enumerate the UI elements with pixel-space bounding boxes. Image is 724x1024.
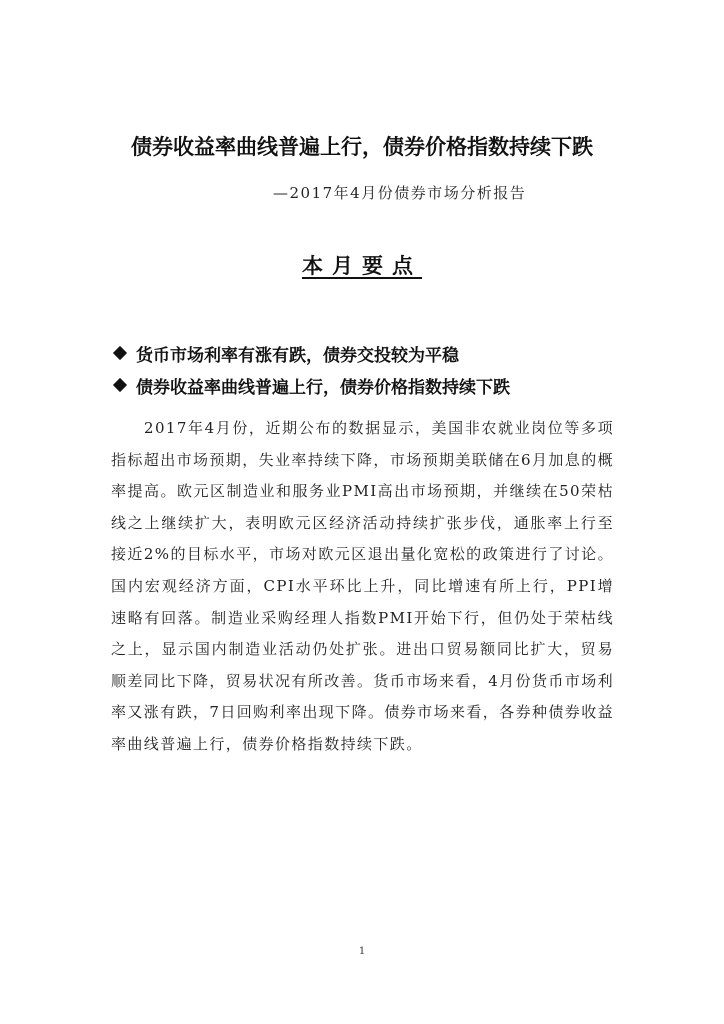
key-point-text: 货币市场利率有涨有跌，债券交投较为平稳 [136,345,459,366]
key-point-item [112,369,510,401]
key-points-list [112,337,510,401]
key-point-text: 债券收益率曲线普遍上行，债券价格指数持续下跌 [136,377,510,398]
summary-paragraph: 2017年4月份，近期公布的数据显示，美国非农就业岗位等多项指标超出市场预期，失业率持续下降，市场预期美联储在6月加息的概率提高。欧元区制造业和服务业PMI高出市场预期，并继续在50荣枯线之上继续扩大，表明欧元区经济活动持续扩张步伐，通胀率上行至接近2%的目标水平，市场对欧元区退出量化宽松的政策进行了讨论。国内宏观经济方面，CPI水平环比上升，同比增速有所上行，PPI增速略有回落。制造业采购经理人指数PMI开始下行，但仍处于荣枯线之上，显示国内制造业活动仍处扩张。进出口贸易额同比扩大，贸易顺差同比下降，贸易状况有所改善。货币市场来看，4月份货币市场利率又涨有跌，7日回购利率出现下降。债券市场来看，各券种债券收益率曲线普遍上行，债券价格指数持续下跌。 [111,419,614,753]
diamond-bullet-icon [113,346,127,360]
page-number: 1 [358,946,366,957]
document-title: 债券收益率曲线普遍上行，债券价格指数持续下跌 [131,135,593,159]
diamond-bullet-icon [113,378,127,392]
document-subtitle: —2017年4月份债券市场分析报告 [273,184,527,202]
section-heading: 本月要点 [302,254,422,278]
key-point-item [112,337,510,369]
